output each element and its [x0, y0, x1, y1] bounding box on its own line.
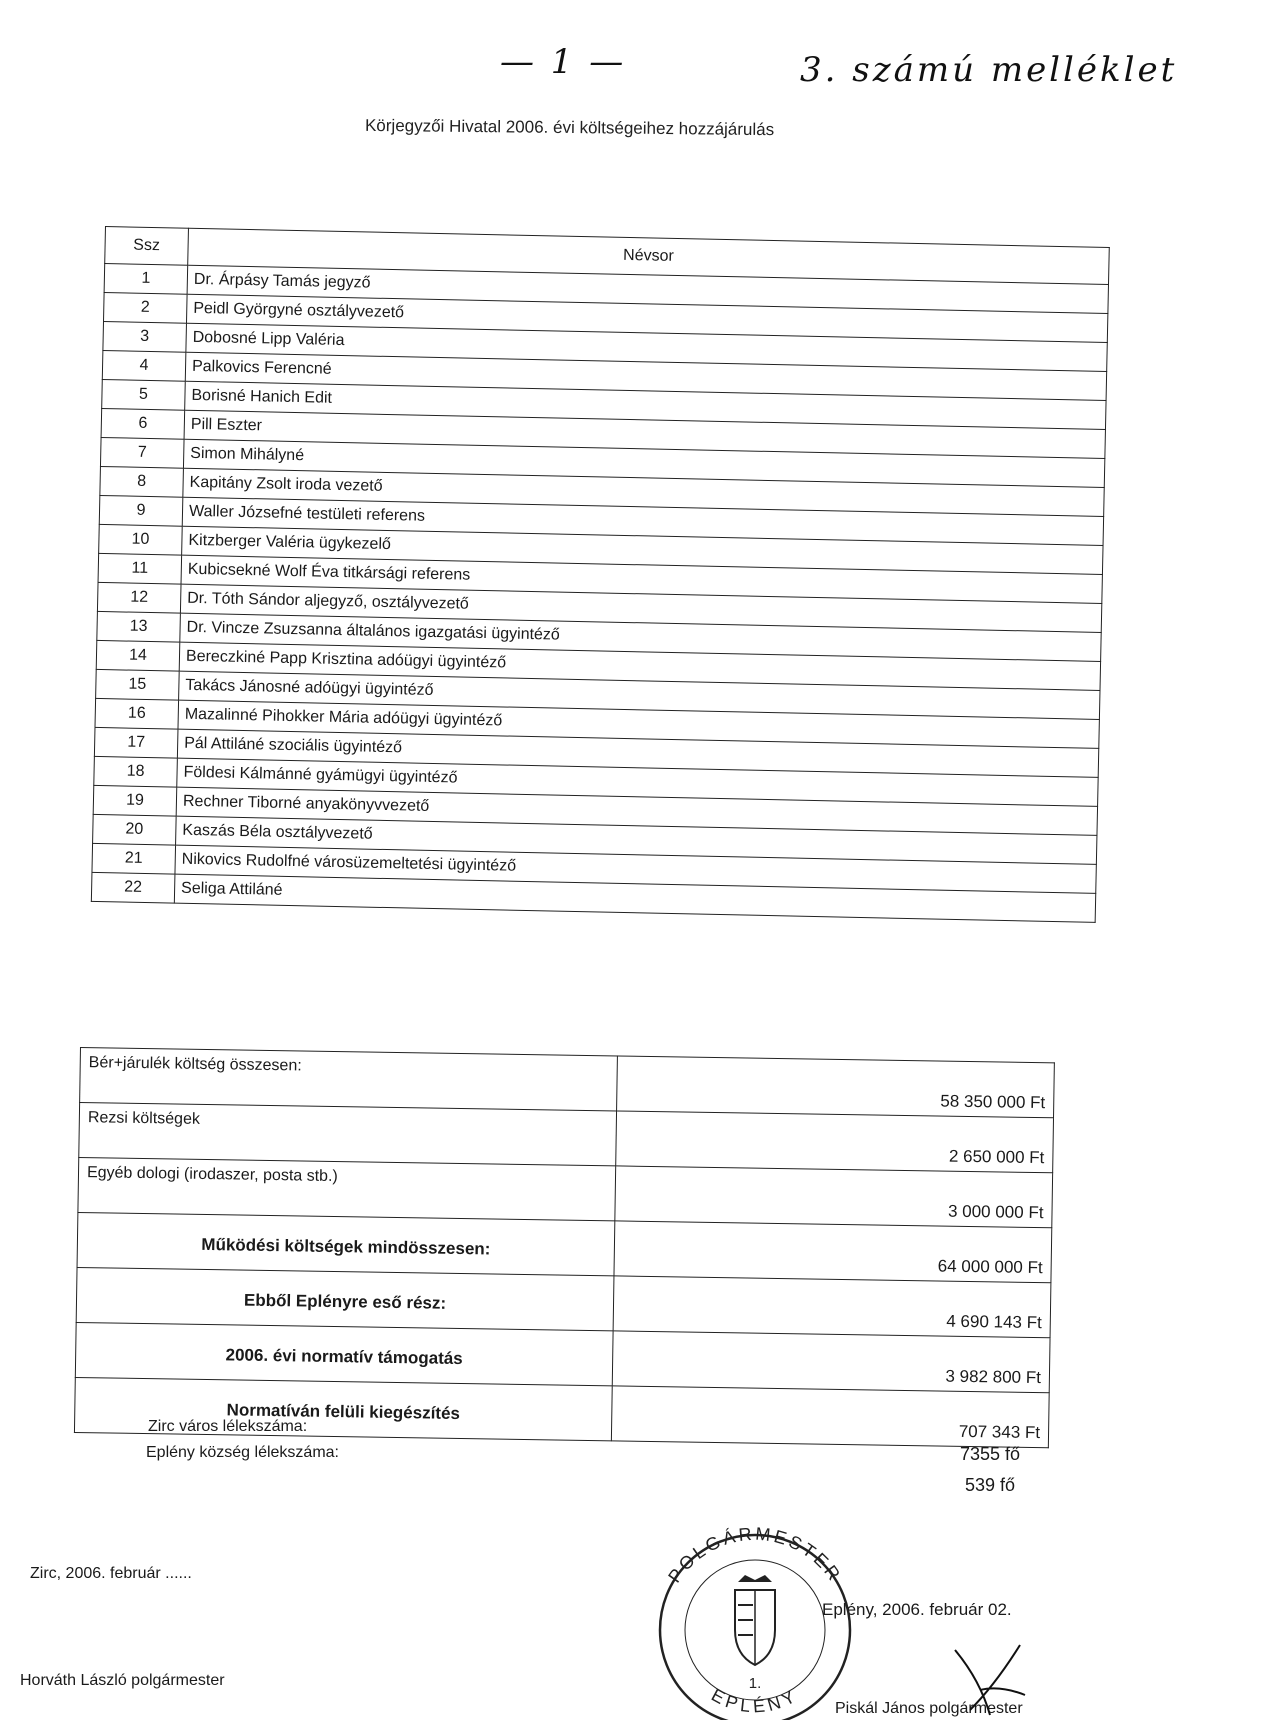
staff-row-name: Kaszás Béla osztályvezető — [176, 816, 1097, 864]
handwritten-annex-note: 3. számú melléklet — [800, 50, 1178, 90]
cost-value: 58 350 000 Ft — [617, 1056, 1055, 1118]
staff-row-name: Kitzberger Valéria ügykezelő — [182, 526, 1103, 574]
column-header-ssz: Ssz — [105, 227, 189, 266]
staff-row-number: 22 — [91, 872, 175, 903]
staff-row-number: 9 — [99, 495, 183, 526]
column-header-name: Névsor — [188, 228, 1110, 284]
staff-row-name: Borisné Hanich Edit — [185, 381, 1106, 429]
cost-label: Egyéb dologi (irodaszer, posta stb.) — [78, 1157, 616, 1220]
cost-table — [74, 1047, 1055, 1448]
staff-row-number: 3 — [103, 321, 187, 352]
zirc-population-label: Zirc város lélekszáma: — [148, 1418, 308, 1435]
staff-row-name: Nikovics Rudolfné városüzemeltetési ügyintéző — [175, 845, 1096, 893]
zirc-signer: Horváth László polgármester — [20, 1672, 225, 1689]
staff-row-number: 10 — [99, 524, 183, 555]
cost-value: 707 343 Ft — [611, 1386, 1049, 1448]
staff-row-number: 7 — [100, 437, 184, 468]
cost-label: Működési költségek mindösszesen: — [77, 1212, 615, 1275]
staff-row-name: Dr. Árpásy Tamás jegyző — [187, 265, 1108, 313]
cost-label: 2006. évi normatív támogatás — [75, 1322, 613, 1385]
staff-row-name: Kapitány Zsolt iroda vezető — [183, 468, 1104, 516]
eplen-population-label: Eplény község lélekszáma: — [146, 1444, 339, 1461]
eplen-population-value: 539 fő — [965, 1475, 1016, 1495]
cost-table-body — [74, 1048, 1054, 1448]
eplen-date: Eplény, 2006. február 02. — [822, 1600, 1012, 1619]
staff-row-name: Peidl Györgyné osztályvezető — [186, 294, 1107, 342]
staff-row-number: 17 — [94, 727, 178, 758]
handwritten-signature-icon — [950, 1630, 1030, 1720]
cost-label: Bér+járulék költség összesen: — [80, 1048, 618, 1111]
staff-row-name: Waller Józsefné testületi referens — [182, 497, 1103, 545]
staff-row-number: 8 — [100, 466, 184, 497]
staff-row-name: Kubicsekné Wolf Éva titkársági referens — [181, 555, 1102, 603]
staff-row-name: Bereczkiné Papp Krisztina adóügyi ügyintéző — [179, 642, 1100, 690]
staff-row-number: 5 — [102, 379, 186, 410]
cost-value: 3 982 800 Ft — [612, 1331, 1050, 1393]
staff-row-name: Pill Eszter — [184, 410, 1105, 458]
staff-row-number: 13 — [97, 611, 181, 642]
staff-row-number: 4 — [102, 350, 186, 381]
svg-text:EPLÉNY: EPLÉNY — [708, 1684, 802, 1717]
staff-row-number: 20 — [93, 814, 177, 845]
cost-label: Rezsi költségek — [79, 1103, 617, 1166]
staff-row-name: Dr. Vincze Zsuzsanna általános igazgatási ügyintéző — [180, 613, 1101, 661]
staff-table-body — [91, 264, 1108, 923]
staff-row-number: 21 — [92, 843, 176, 874]
mayor-stamp-icon — [640, 1520, 870, 1720]
staff-row-name: Takács Jánosné adóügyi ügyintéző — [179, 671, 1100, 719]
staff-row-name: Palkovics Ferencné — [185, 352, 1106, 400]
staff-row-name: Rechner Tiborné anyakönyvvezető — [176, 787, 1097, 835]
staff-row-name: Dobosné Lipp Valéria — [186, 323, 1107, 371]
zirc-population-value: 7355 fő — [960, 1444, 1021, 1464]
staff-row-number: 15 — [96, 669, 180, 700]
coat-of-arms-icon — [735, 1575, 775, 1665]
eplen-signer: Piskál János polgármester — [835, 1700, 1023, 1717]
cost-value: 64 000 000 Ft — [614, 1221, 1052, 1283]
cost-label: Normatíván felüli kiegészítés — [74, 1377, 612, 1440]
cost-value: 2 650 000 Ft — [616, 1111, 1054, 1173]
zirc-date: Zirc, 2006. február ...... — [30, 1565, 192, 1582]
staff-row-number: 14 — [96, 640, 180, 671]
staff-row-number: 2 — [103, 292, 187, 323]
staff-row-number: 12 — [97, 582, 181, 613]
staff-row-number: 11 — [98, 553, 182, 584]
cost-label: Ebből Eplényre eső rész: — [76, 1267, 614, 1330]
svg-text:POLGÁRMESTER: POLGÁRMESTER — [664, 1523, 846, 1587]
staff-row-name: Földesi Kálmánné gyámügyi ügyintéző — [177, 758, 1098, 806]
staff-table — [91, 226, 1110, 923]
cost-value: 3 000 000 Ft — [615, 1166, 1053, 1228]
staff-row-number: 19 — [93, 785, 177, 816]
staff-row-name: Seliga Attiláné — [174, 874, 1095, 922]
handwritten-page-number: — 1 — — [500, 42, 627, 82]
document-title: Körjegyzői Hivatal 2006. évi költségeihez hozzájárulás — [364, 115, 775, 140]
staff-row-name: Mazalinné Pihokker Mária adóügyi ügyintéző — [178, 700, 1099, 748]
cost-value: 4 690 143 Ft — [613, 1276, 1051, 1338]
staff-row-number: 1 — [104, 264, 188, 295]
staff-row-name: Dr. Tóth Sándor aljegyző, osztályvezető — [180, 584, 1101, 632]
staff-row-number: 18 — [94, 756, 178, 787]
staff-row-number: 6 — [101, 408, 185, 439]
svg-text:1.: 1. — [748, 1675, 762, 1692]
staff-row-name: Pál Attiláné szociális ügyintéző — [177, 729, 1098, 777]
staff-row-name: Simon Mihályné — [183, 439, 1104, 487]
staff-row-number: 16 — [95, 698, 179, 729]
